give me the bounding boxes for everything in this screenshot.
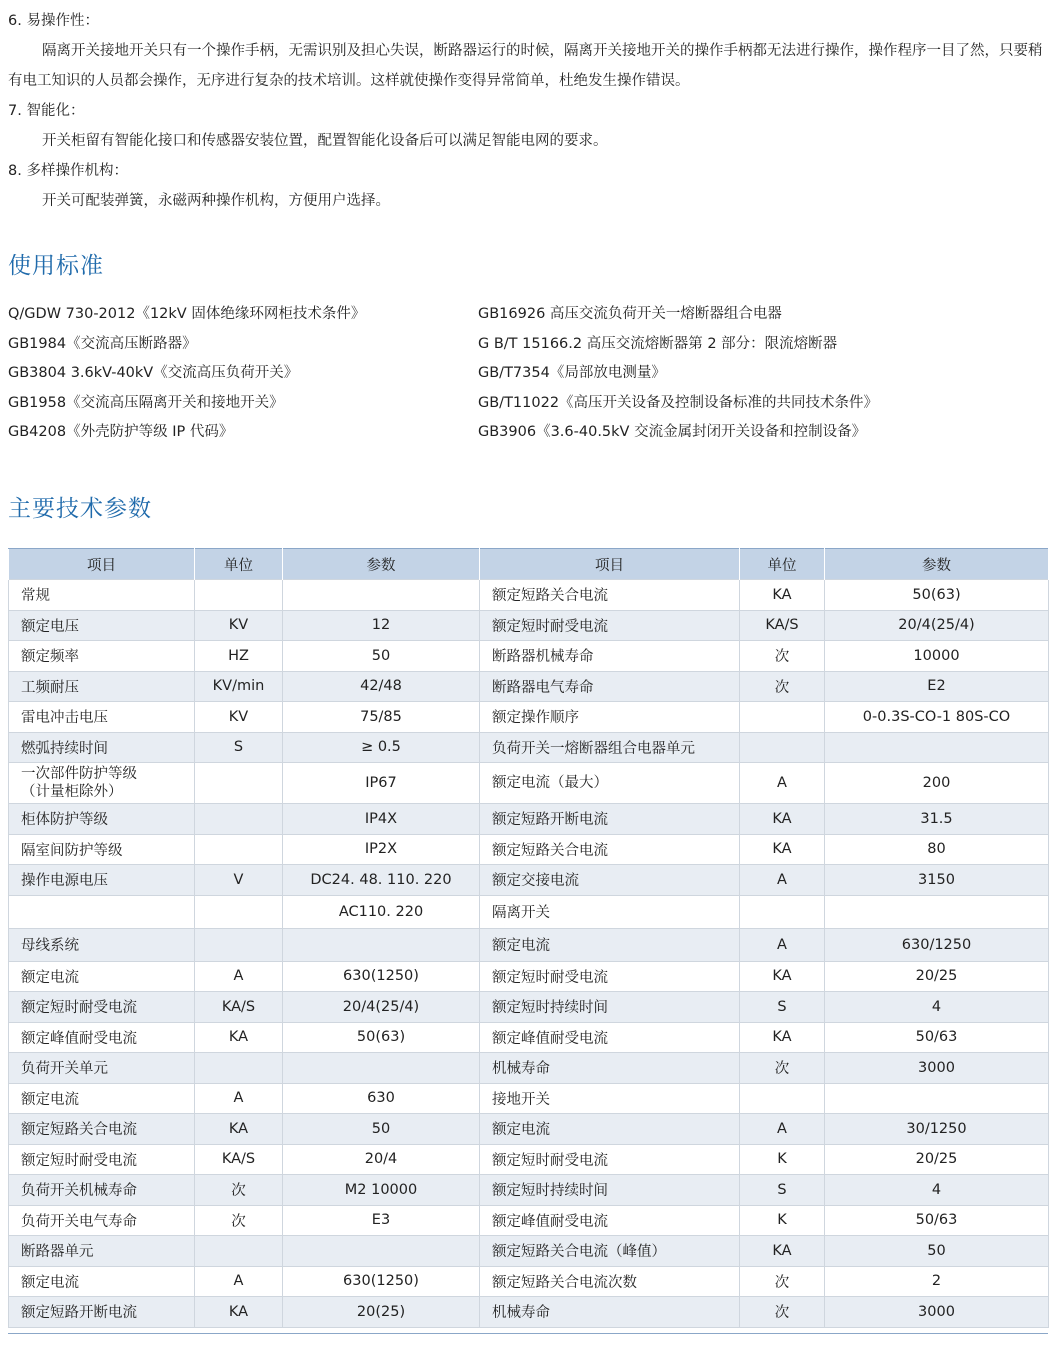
intro-heading-8: 8. 多样操作机构： <box>8 163 128 179</box>
item-cell: 额定短路关合电流（峰值） <box>480 1236 740 1267</box>
item-cell: 负荷开关单元 <box>9 1053 195 1084</box>
item-cell: 额定短时耐受电流 <box>9 1144 195 1175</box>
value-cell: IP2X <box>283 834 480 865</box>
value-cell <box>283 1053 480 1084</box>
table-row <box>9 1266 1049 1297</box>
unit-cell: 次 <box>195 1175 283 1206</box>
value-cell: 3000 <box>825 1053 1049 1084</box>
table-row <box>9 580 1049 611</box>
unit-cell: S <box>740 992 825 1023</box>
unit-cell: A <box>740 928 825 961</box>
standards-title: 使用标准 <box>8 253 104 279</box>
table-row <box>9 763 1049 804</box>
table-header-row <box>9 549 1049 580</box>
item-cell: 雷电冲击电压 <box>9 702 195 733</box>
item-cell: 额定短时持续时间 <box>480 1175 740 1206</box>
unit-cell: V <box>195 865 283 896</box>
unit-cell: KA <box>195 1297 283 1328</box>
item-cell: 断路器机械寿命 <box>480 641 740 672</box>
item-cell: 接地开关 <box>480 1083 740 1114</box>
standard-item: GB1984《交流高压断路器》 <box>8 335 197 352</box>
unit-cell <box>195 1053 283 1084</box>
table-bottom-rule <box>8 1333 1048 1334</box>
unit-cell: 次 <box>740 1266 825 1297</box>
item-cell: 额定短路开断电流 <box>480 804 740 835</box>
item-cell: 额定短路关合电流 <box>480 580 740 611</box>
standard-item: GB1958《交流高压隔离开关和接地开关》 <box>8 394 284 411</box>
value-cell <box>283 928 480 961</box>
intro-section <box>8 6 1044 216</box>
item-cell: 额定峰值耐受电流 <box>480 1205 740 1236</box>
unit-cell: KA <box>195 1022 283 1053</box>
value-cell: 4 <box>825 992 1049 1023</box>
value-cell: E3 <box>283 1205 480 1236</box>
item-cell: 额定短路关合电流 <box>9 1114 195 1145</box>
value-cell: 20/4(25/4) <box>283 992 480 1023</box>
unit-cell <box>195 895 283 928</box>
value-cell: 630/1250 <box>825 928 1049 961</box>
item-cell: 额定交接电流 <box>480 865 740 896</box>
item-cell: 隔室间防护等级 <box>9 834 195 865</box>
item-cell: 额定电流 <box>9 961 195 992</box>
header-unit: 单位 <box>740 549 825 580</box>
unit-cell <box>195 834 283 865</box>
value-cell: ≥ 0.5 <box>283 732 480 763</box>
table-row <box>9 671 1049 702</box>
value-cell: 630(1250) <box>283 1266 480 1297</box>
item-cell: 断路器单元 <box>9 1236 195 1267</box>
intro-body-7: 开关柜留有智能化接口和传感器安装位置，配置智能化设备后可以满足智能电网的要求。 <box>42 133 608 149</box>
unit-cell: KV <box>195 610 283 641</box>
unit-cell: KA/S <box>195 1144 283 1175</box>
unit-cell: KA <box>740 1236 825 1267</box>
intro-body-8: 开关可配装弹簧，永磁两种操作机构，方便用户选择。 <box>42 193 390 209</box>
value-cell: 20/4(25/4) <box>825 610 1049 641</box>
table-row <box>9 804 1049 835</box>
item-cell: 额定电流 <box>9 1266 195 1297</box>
item-cell: 额定电流 <box>9 1083 195 1114</box>
table-row <box>9 702 1049 733</box>
unit-cell: S <box>740 1175 825 1206</box>
item-cell: 额定操作顺序 <box>480 702 740 733</box>
value-cell: 20/25 <box>825 961 1049 992</box>
value-cell: 75/85 <box>283 702 480 733</box>
item-cell <box>9 895 195 928</box>
item-cell: 额定电流 <box>480 928 740 961</box>
unit-cell <box>740 732 825 763</box>
standard-item: Q/GDW 730-2012《12kV 固体绝缘环网柜技术条件》 <box>8 306 366 322</box>
value-cell <box>825 1083 1049 1114</box>
value-cell: 4 <box>825 1175 1049 1206</box>
value-cell: 20(25) <box>283 1297 480 1328</box>
value-cell: 2 <box>825 1266 1049 1297</box>
item-cell: 机械寿命 <box>480 1297 740 1328</box>
value-cell: 80 <box>825 834 1049 865</box>
unit-cell: HZ <box>195 641 283 672</box>
intro-heading-7: 7. 智能化： <box>8 103 85 119</box>
header-unit: 单位 <box>195 549 283 580</box>
unit-cell: K <box>740 1144 825 1175</box>
table-row <box>9 1144 1049 1175</box>
value-cell: 3150 <box>825 865 1049 896</box>
item-cell: 额定短时耐受电流 <box>480 1144 740 1175</box>
value-cell <box>825 732 1049 763</box>
header-value: 参数 <box>283 549 480 580</box>
standards-list <box>8 300 1044 448</box>
standard-item: GB16926 高压交流负荷开关一熔断器组合电器 <box>478 306 782 322</box>
unit-cell: 次 <box>740 1053 825 1084</box>
unit-cell <box>195 580 283 611</box>
value-cell: 50(63) <box>283 1022 480 1053</box>
unit-cell: KA <box>740 961 825 992</box>
standard-item: GB4208《外壳防护等级 IP 代码》 <box>8 424 234 440</box>
value-cell: IP67 <box>283 763 480 804</box>
item-cell: 负荷开关电气寿命 <box>9 1205 195 1236</box>
unit-cell: A <box>740 1114 825 1145</box>
item-cell: 额定频率 <box>9 641 195 672</box>
value-cell <box>283 580 480 611</box>
value-cell: 3000 <box>825 1297 1049 1328</box>
table-row <box>9 1205 1049 1236</box>
item-cell: 工频耐压 <box>9 671 195 702</box>
standard-item: GB/T11022《高压开关设备及控制设备标准的共同技术条件》 <box>478 394 879 411</box>
table-row <box>9 961 1049 992</box>
table-row <box>9 928 1049 961</box>
table-row <box>9 895 1049 928</box>
item-cell: 母线系统 <box>9 928 195 961</box>
item-cell: 额定电流（最大） <box>480 763 740 804</box>
item-cell: 额定短路关合电流 <box>480 834 740 865</box>
value-cell: 50(63) <box>825 580 1049 611</box>
unit-cell: A <box>740 865 825 896</box>
value-cell <box>825 895 1049 928</box>
item-cell: 额定短路开断电流 <box>9 1297 195 1328</box>
table-row <box>9 732 1049 763</box>
value-cell: 20/25 <box>825 1144 1049 1175</box>
unit-cell <box>195 804 283 835</box>
value-cell: 0-0.3S-CO-1 80S-CO <box>825 702 1049 733</box>
unit-cell: A <box>740 763 825 804</box>
value-cell: E2 <box>825 671 1049 702</box>
table-row <box>9 610 1049 641</box>
value-cell: AC110. 220 <box>283 895 480 928</box>
unit-cell: 次 <box>740 671 825 702</box>
unit-cell <box>195 928 283 961</box>
unit-cell <box>740 895 825 928</box>
unit-cell: KA <box>740 834 825 865</box>
unit-cell: 次 <box>195 1205 283 1236</box>
item-cell: 额定短路关合电流次数 <box>480 1266 740 1297</box>
value-cell: 630 <box>283 1083 480 1114</box>
item-cell: 机械寿命 <box>480 1053 740 1084</box>
value-cell: 50/63 <box>825 1022 1049 1053</box>
item-cell: 燃弧持续时间 <box>9 732 195 763</box>
unit-cell: KV <box>195 702 283 733</box>
value-cell: 10000 <box>825 641 1049 672</box>
value-cell: 42/48 <box>283 671 480 702</box>
unit-cell: KA <box>740 580 825 611</box>
unit-cell: K <box>740 1205 825 1236</box>
table-row <box>9 1083 1049 1114</box>
item-cell: 一次部件防护等级 （计量柜除外） <box>9 763 195 804</box>
table-row <box>9 1053 1049 1084</box>
standard-item: GB3906《3.6-40.5kV 交流金属封闭开关设备和控制设备》 <box>478 424 867 440</box>
header-item: 项目 <box>480 549 740 580</box>
standard-item: G B/T 15166.2 高压交流熔断器第 2 部分：限流熔断器 <box>478 335 838 352</box>
unit-cell: A <box>195 1083 283 1114</box>
standard-item: GB/T7354《局部放电测量》 <box>478 365 666 381</box>
value-cell: DC24. 48. 110. 220 <box>283 865 480 896</box>
value-cell: 31.5 <box>825 804 1049 835</box>
item-cell: 额定峰值耐受电流 <box>9 1022 195 1053</box>
unit-cell <box>740 702 825 733</box>
unit-cell: A <box>195 961 283 992</box>
unit-cell: KA/S <box>740 610 825 641</box>
unit-cell: KA <box>740 804 825 835</box>
item-cell: 额定短时耐受电流 <box>480 961 740 992</box>
value-cell: 50/63 <box>825 1205 1049 1236</box>
table-row <box>9 1022 1049 1053</box>
params-table <box>8 548 1049 1328</box>
item-cell: 额定短时耐受电流 <box>480 610 740 641</box>
table-row <box>9 1175 1049 1206</box>
standard-item: GB3804 3.6kV-40kV《交流高压负荷开关》 <box>8 365 299 381</box>
unit-cell <box>195 763 283 804</box>
value-cell: M2 10000 <box>283 1175 480 1206</box>
table-row <box>9 865 1049 896</box>
unit-cell <box>740 1083 825 1114</box>
value-cell: 200 <box>825 763 1049 804</box>
item-cell: 柜体防护等级 <box>9 804 195 835</box>
item-cell: 负荷开关机械寿命 <box>9 1175 195 1206</box>
item-cell: 额定短时持续时间 <box>480 992 740 1023</box>
intro-body-6: 隔离开关接地开关只有一个操作手柄，无需识别及担心失误，断路器运行的时候，隔离开关接地开关的操作手柄都无法进行操作，操作程序一目了然，只要稍有电工知识的人员都会操作，无序进行复杂的技术培训。这样就使操作变得异常简单，杜绝发生操作错误。 <box>8 43 1043 89</box>
unit-cell <box>195 1236 283 1267</box>
header-item: 项目 <box>9 549 195 580</box>
table-row <box>9 1236 1049 1267</box>
item-cell: 额定峰值耐受电流 <box>480 1022 740 1053</box>
item-cell: 断路器电气寿命 <box>480 671 740 702</box>
intro-heading-6: 6. 易操作性： <box>8 13 99 29</box>
table-row <box>9 992 1049 1023</box>
header-value: 参数 <box>825 549 1049 580</box>
value-cell: 50 <box>283 641 480 672</box>
unit-cell: KA <box>195 1114 283 1145</box>
value-cell: 50 <box>283 1114 480 1145</box>
value-cell: 50 <box>825 1236 1049 1267</box>
value-cell: 12 <box>283 610 480 641</box>
unit-cell: A <box>195 1266 283 1297</box>
value-cell: 20/4 <box>283 1144 480 1175</box>
unit-cell: 次 <box>740 641 825 672</box>
unit-cell: KV/min <box>195 671 283 702</box>
item-cell: 负荷开关一熔断器组合电器单元 <box>480 732 740 763</box>
table-row <box>9 641 1049 672</box>
unit-cell: 次 <box>740 1297 825 1328</box>
unit-cell: KA/S <box>195 992 283 1023</box>
value-cell: IP4X <box>283 804 480 835</box>
item-cell: 额定电流 <box>480 1114 740 1145</box>
table-row <box>9 834 1049 865</box>
table-row <box>9 1114 1049 1145</box>
unit-cell: KA <box>740 1022 825 1053</box>
value-cell: 630(1250) <box>283 961 480 992</box>
value-cell <box>283 1236 480 1267</box>
item-cell: 常规 <box>9 580 195 611</box>
item-cell: 额定短时耐受电流 <box>9 992 195 1023</box>
item-cell: 隔离开关 <box>480 895 740 928</box>
value-cell: 30/1250 <box>825 1114 1049 1145</box>
item-cell: 额定电压 <box>9 610 195 641</box>
table-body <box>9 580 1049 1328</box>
unit-cell: S <box>195 732 283 763</box>
item-cell: 操作电源电压 <box>9 865 195 896</box>
params-title: 主要技术参数 <box>8 496 152 522</box>
table-row <box>9 1297 1049 1328</box>
